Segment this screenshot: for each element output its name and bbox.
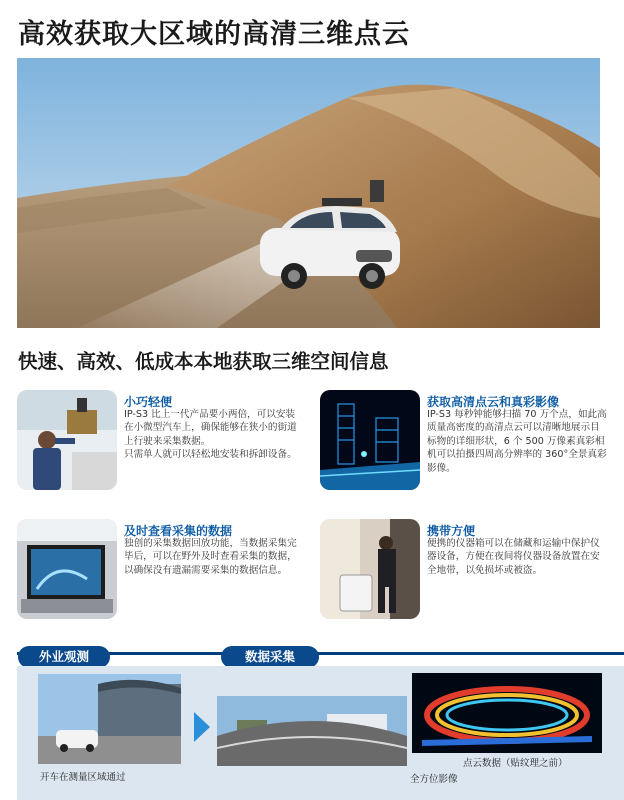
panorama-photo <box>217 696 407 766</box>
stage-field-survey: 外业观测 <box>18 646 110 668</box>
page-title: 高效获取大区域的高清三维点云 <box>18 19 410 50</box>
caption-survey: 开车在测量区域通过 <box>40 772 126 783</box>
arrow-right-icon <box>194 712 210 742</box>
point-cloud-photo <box>320 390 420 490</box>
hero-image <box>17 58 600 328</box>
compact-device-photo <box>17 390 117 490</box>
point-cloud-data-image <box>412 673 602 753</box>
feature-text-review: 独创的采集数据回放功能，当数据采集完毕后，可以在野外及时查看采集的数据，以确保没有遗漏需要采集的数据信息。 <box>124 538 297 576</box>
survey-car-photo <box>38 674 181 764</box>
feature-title-hd-cloud: 获取高清点云和真彩影像 <box>427 395 560 409</box>
section-title: 快速、高效、低成本本地获取三维空间信息 <box>18 350 389 373</box>
feature-text-compact: IP-S3 比上一代产品要小两倍，可以安装在小微型汽车上，确保能够在狭小的街道上行驶来采集数据。 只需单人就可以轻松地安装和拆卸设备。 <box>124 409 297 461</box>
caption-panorama: 全方位影像 <box>410 774 458 785</box>
laptop-review-photo <box>17 519 117 619</box>
feature-text-hd-cloud: IP-S3 每秒钟能够扫描 70 万个点，如此高质量高密度的高清点云可以清晰地展示目标物的详细形状，6 个 500 万像素真彩相机可以拍摄四周高分辨率的 360°全景真彩影像。 <box>427 409 607 474</box>
feature-title-compact: 小巧轻便 <box>124 395 173 409</box>
stage-data-collection: 数据采集 <box>221 646 319 668</box>
feature-title-portable: 携带方便 <box>427 524 476 538</box>
carry-case-photo <box>320 519 420 619</box>
feature-title-review: 及时查看采集的数据 <box>124 524 233 538</box>
feature-text-portable: 便携的仪器箱可以在储藏和运输中保护仪器设备，方便在夜间将仪器设备放置在安全地带，以免损坏或被盗。 <box>427 538 600 576</box>
caption-point-cloud: 点云数据（贴纹理之前） <box>463 758 568 769</box>
